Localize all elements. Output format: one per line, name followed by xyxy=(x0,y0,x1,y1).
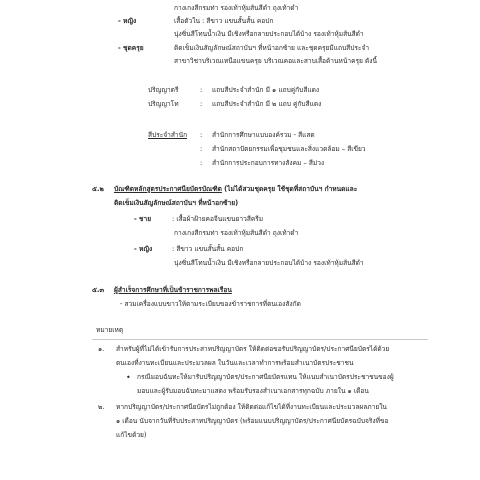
section-2-male-line1: : เสื้อผ้าฝ้ายคอจีนแขนยาวสีครีม xyxy=(172,215,264,223)
note-1-number: ๑. xyxy=(98,345,105,353)
section-2-female-line2: นุ่งซิ่นสีโทนน้ำเงิน มีเชิงหรือกลายประกอบได้บ้าง รองเท้าหุ้มส้นสีดำ xyxy=(174,259,364,267)
section-2-male-line2: กางเกงสีกรมท่า รองเท้าหุ้มส้นสีดำ ถุงเท้าดำ xyxy=(174,229,299,237)
notes-heading: หมายเหตุ xyxy=(96,326,124,334)
note-bullet-line1: กรณีมอบฉันทะให้มารับปริญญาบัตร/ประกาศนียบัตรแทน ให้แนบสำเนาบัตรประชาชนของผู้ xyxy=(137,373,394,381)
bachelor-desc: แถบสีประจำสำนัก มี ๑ แถบคู่กับสีแดง xyxy=(212,86,320,94)
master-desc: แถบสีประจำสำนัก มี ๒ แถบ คู่กับสีแดง xyxy=(212,100,322,108)
color-row-1: สำนักการศึกษาแบบองค์รวม - สีแสด xyxy=(212,131,315,139)
colors-label: สีประจำสำนัก xyxy=(148,131,188,139)
female-skirt-text: นุ่งซิ่นสีโทนน้ำเงิน มีเชิงหรือกลายประกอบได้บ้าง รองเท้าหุ้มส้นสีดำ xyxy=(174,30,364,38)
colors-colon-3: : xyxy=(200,159,203,167)
female-shirt-text: เสื้อตัวใน : สีขาว แขนสั้นสั้น คอปก xyxy=(174,17,274,25)
section-3-title: ผู้สำเร็จการศึกษาที่เป็นข้าราชการพลเรือน xyxy=(114,286,232,294)
master-label: ปริญญาโท xyxy=(148,100,179,108)
male-pants-text: กางเกงสีกรมท่า รองเท้าหุ้มส้นสีดำ ถุงเท้าดำ xyxy=(174,4,299,12)
note-2-line2: ๑ เดือน นับจากวันที่รับประสาทปริญญาบัตร (พร้อมแนบปริญญาบัตร/ประกาศนียบัตรฉบับจริงที่ขอ xyxy=(116,417,389,425)
section-2-female-line1: : สีขาว แขนสั้นสั้น คอปก xyxy=(172,245,244,253)
bullet-icon: • xyxy=(126,373,131,382)
section-2-title xyxy=(114,185,357,193)
colors-colon: : xyxy=(200,131,203,139)
note-bullet-line2: มอบและผู้รับมอบฉันทะมาแสดง พร้อมรับรองสำเนาเอกสารทุกฉบับ ภายใน ๑ เดือน xyxy=(137,387,369,395)
female-label: - หญิง xyxy=(118,17,137,25)
color-row-3: สำนักการประกอบการทางสังคม – สีม่วง xyxy=(212,159,325,167)
section-2-title-main: บัณฑิตหลักสูตรประกาศนียบัตรบัณฑิต xyxy=(114,185,222,193)
section-3-number: ๕.๓ xyxy=(92,286,105,294)
section-2-number: ๕.๒ xyxy=(92,185,104,193)
master-colon: : xyxy=(200,100,203,108)
section-2-title-rest: (ไม่ได้สวมชุดครุย ใช้ชุดที่สถาบันฯ กำหนดและ xyxy=(221,185,358,193)
notes-divider xyxy=(92,339,428,340)
note-2-line1: หากปริญญาบัตร/ประกาศนียบัตรไม่ถูกต้อง ให้ติดต่อแก้ไขได้ที่งานทะเบียนและประมวลผลภายใน xyxy=(116,403,387,411)
bachelor-label: ปริญญาตรี xyxy=(148,86,179,94)
gown-label: - ชุดครุย xyxy=(118,44,144,52)
bachelor-colon: : xyxy=(200,86,203,94)
section-2-male-label: - ชาย xyxy=(134,215,152,223)
note-1-line2: ตนเองที่งานทะเบียนและประมวลผล ในวันและเวลาทำการพร้อมสำเนาบัตรประชาชน xyxy=(116,359,354,367)
gown-text-line2: สาขาวิชาบริเวณเหนือแขนครุย บริเวณคอและสาบเสื้อด้านหน้าครุย ดังนี้ xyxy=(174,57,377,65)
note-2-number: ๒. xyxy=(98,403,105,411)
colors-colon-2: : xyxy=(200,145,203,153)
gown-text-line1: ติดเข็มเงินสัญลักษณ์สถาบันฯ ที่หน้าอกซ้าย และชุดครุยมีแถบสีประจำ xyxy=(174,44,370,52)
section-3-line1: - สวมเครื่องแบบขาวให้ตามระเบียบของข้าราชการที่ตนเองสังกัด xyxy=(120,300,301,308)
color-row-2: สำนักสถาปัตยกรรมเพื่อชุมชนและสิ่งแวดล้อม – สีเขียว xyxy=(212,145,366,153)
note-1-line1: สำหรับผู้ที่ไม่ได้เข้ารับการประสาทปริญญาบัตร ให้ติดต่อขอรับปริญญาบัตร/ประกาศนียบัตรได้ด้วย xyxy=(116,345,390,353)
section-2-title-line2: ติดเข็มเงินสัญลักษณ์สถาบันฯ ที่หน้าอกซ้าย) xyxy=(114,199,239,207)
note-2-line3: แก้ไขด้วย) xyxy=(116,431,147,439)
section-2-female-label: - หญิง xyxy=(134,245,153,253)
